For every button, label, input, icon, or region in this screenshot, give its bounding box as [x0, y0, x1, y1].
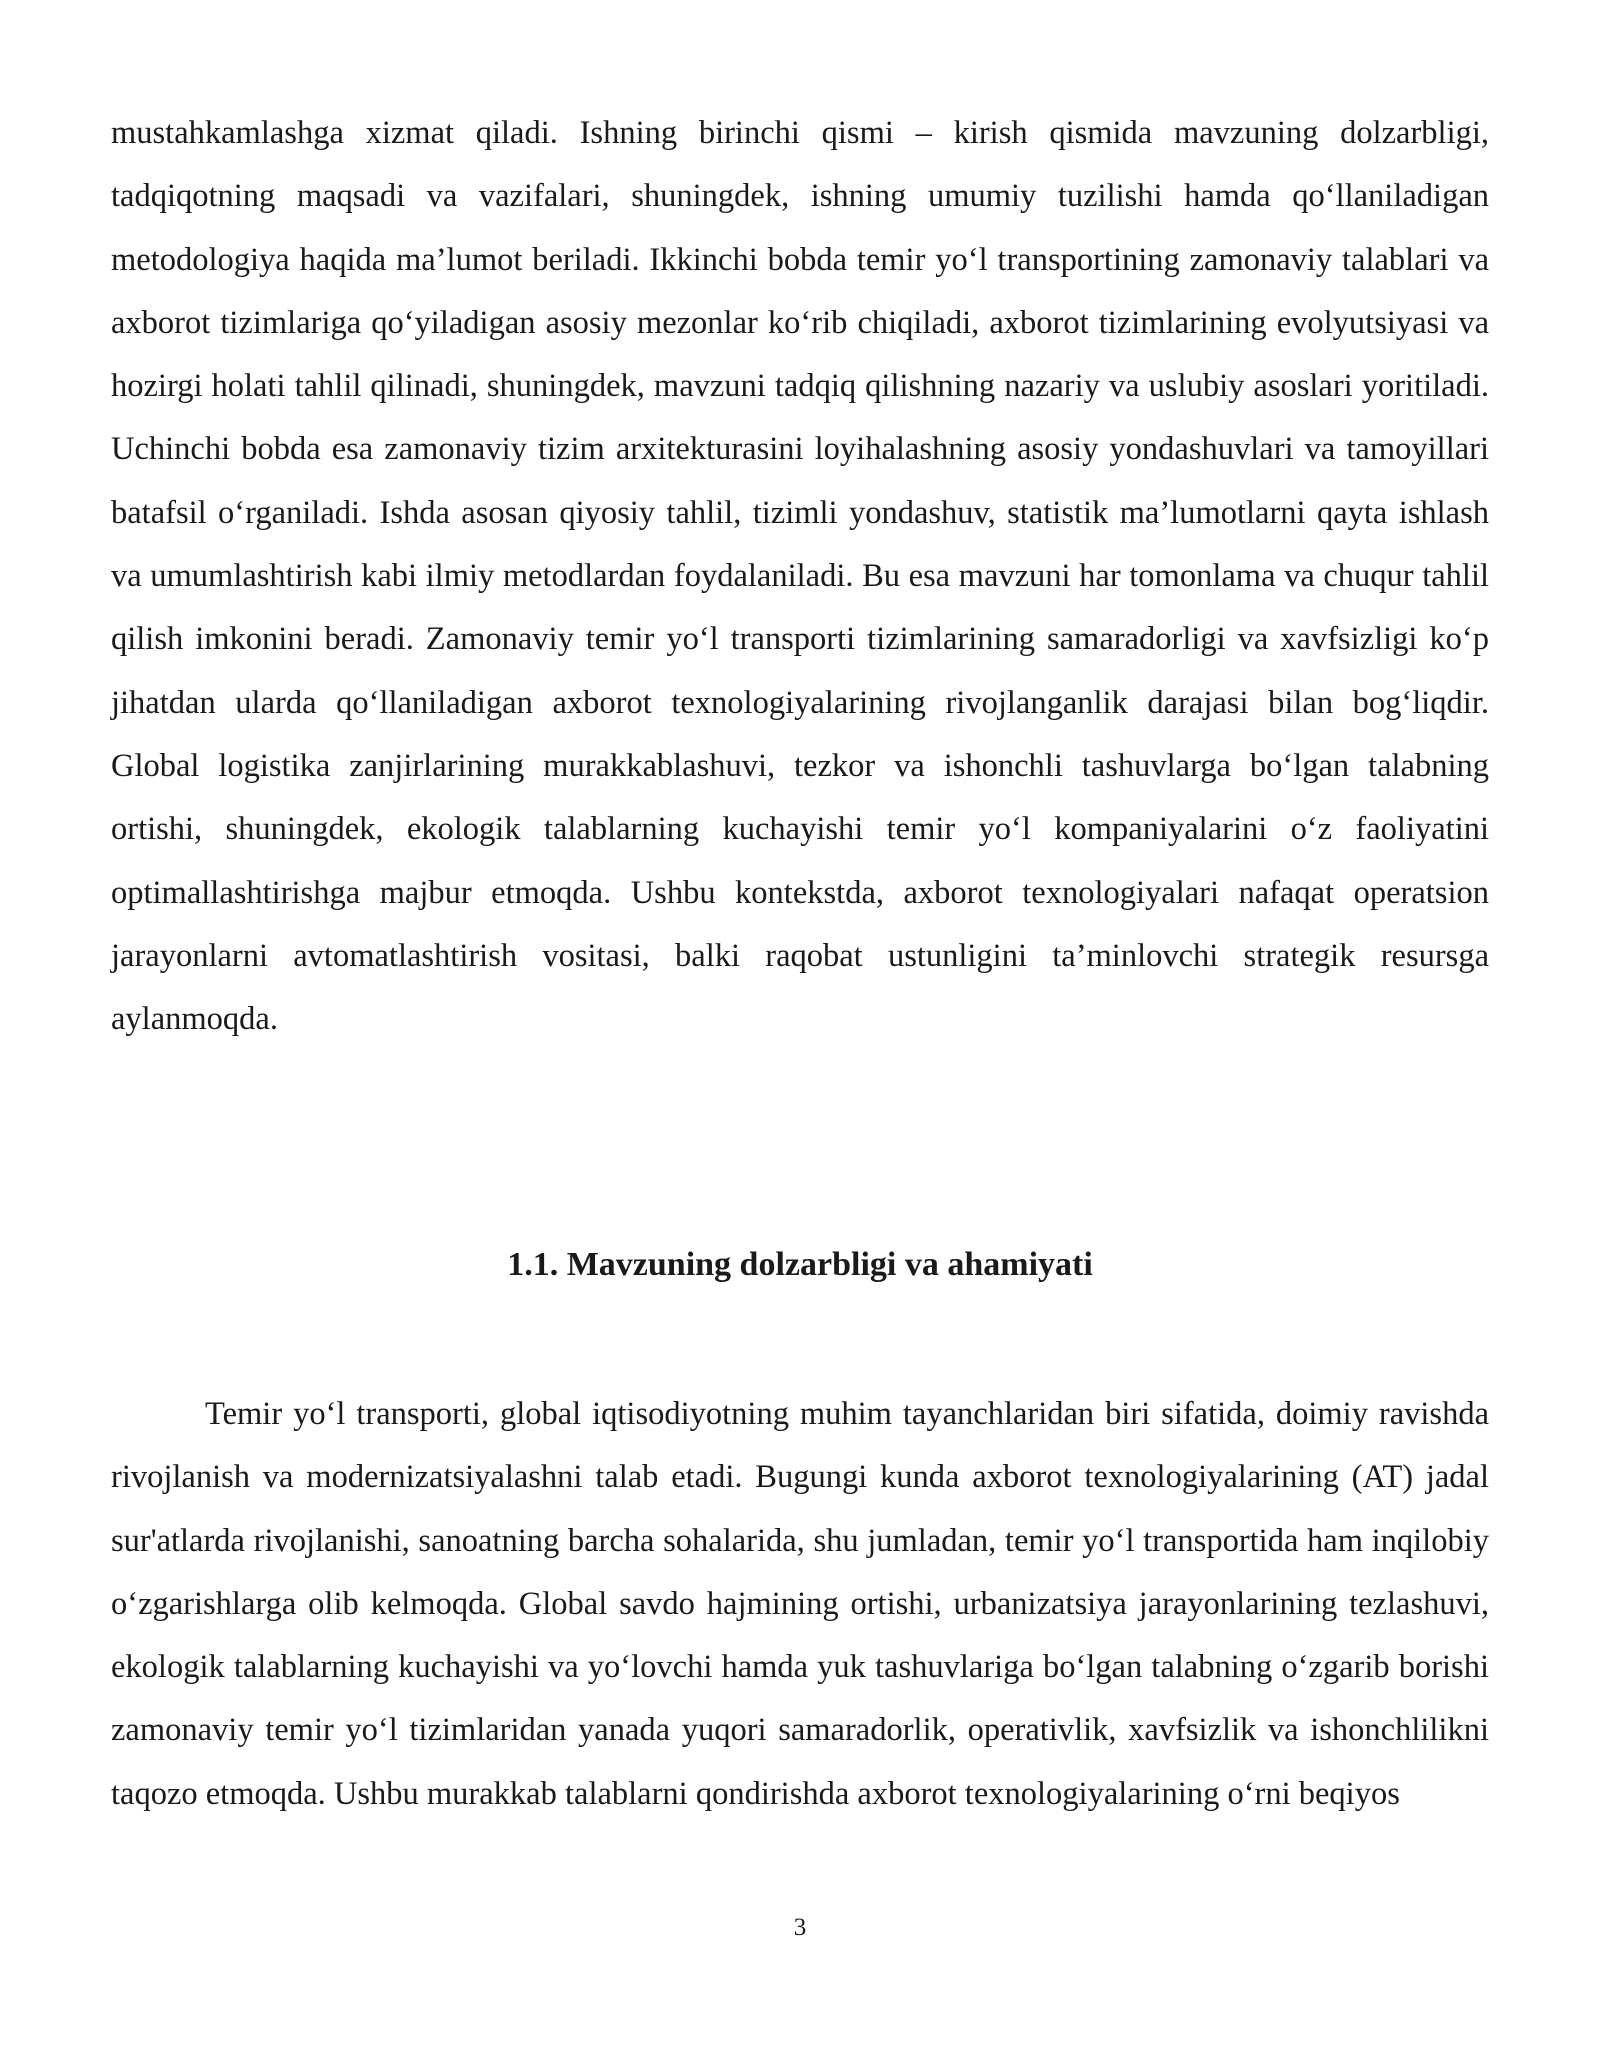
body-paragraph: Temir yo‘l transporti, global iqtisodiyotning muhim tayanchlaridan biri sifatida, doimiy ravishda rivojlanish va modernizatsiyalashni talab etadi. Bugungi kunda axborot texnologiyalarining (AT) jadal sur'atlarda rivojlanishi, sanoatning barcha sohalarida, shu jumladan, temir yo‘l transportida ham inqilobiy o‘zgarishlarga olib kelmoqda. Global savdo hajmining ortishi, urbanizatsiya jarayonlarining tezlashuvi, ekologik talablarning kuchayishi va yo‘lovchi hamda yuk tashuvlariga bo‘lgan talabning o‘zgarib borishi zamonaviy temir yo‘l tizimlaridan yanada yuqori samaradorlik, operativlik, xavfsizlik va ishonchlilikni taqozo etmoqda. Ushbu murakkab talablarni qondirishda axborot texnologiyalarining o‘rni beqiyos	[111, 1396, 1489, 1812]
page-number: 3	[793, 1914, 807, 1941]
body-paragraph-continued: mustahkamlashga xizmat qiladi. Ishning birinchi qismi – kirish qismida mavzuning dolzarbligi, tadqiqotning maqsadi va vazifalari, shuningdek, ishning umumiy tuzilishi hamda qo‘llaniladigan metodologiya haqida ma’lumot beriladi. Ikkinchi bobda temir yo‘l transportining zamonaviy talablari va axborot tizimlariga qo‘yiladigan asosiy mezonlar ko‘rib chiqiladi, axborot tizimlarining evolyutsiyasi va hozirgi holati tahlil qilinadi, shuningdek, mavzuni tadqiq qilishning nazariy va uslubiy asoslari yoritiladi. Uchinchi bobda esa zamonaviy tizim arxitekturasini loyihalashning asosiy yondashuvlari va tamoyillari batafsil o‘rganiladi. Ishda asosan qiyosiy tahlil, tizimli yondashuv, statistik ma’lumotlarni qayta ishlash va umumlashtirish kabi ilmiy metodlardan foydalaniladi. Bu esa mavzuni har tomonlama va chuqur tahlil qilish imkonini beradi. Zamonaviy temir yo‘l transporti tizimlarining samaradorligi va xavfsizligi ko‘p jihatdan ularda qo‘llaniladigan axborot texnologiyalarining rivojlanganlik darajasi bilan bog‘liqdir. Global logistika zanjirlarining murakkablashuvi, tezkor va ishonchli tashuvlarga bo‘lgan talabning ortishi, shuningdek, ekologik talablarning kuchayishi temir yo‘l kompaniyalarini o‘z faoliyatini optimallashtirishga majbur etmoqda. Ushbu kontekstda, axborot texnologiyalari nafaqat operatsion jarayonlarni avtomatlashtirish vositasi, balki raqobat ustunligini ta’minlovchi strategik resursga aylanmoqda.	[111, 115, 1489, 1038]
section-heading: 1.1. Mavzuning dolzarbligi va ahamiyati	[507, 1246, 1093, 1283]
